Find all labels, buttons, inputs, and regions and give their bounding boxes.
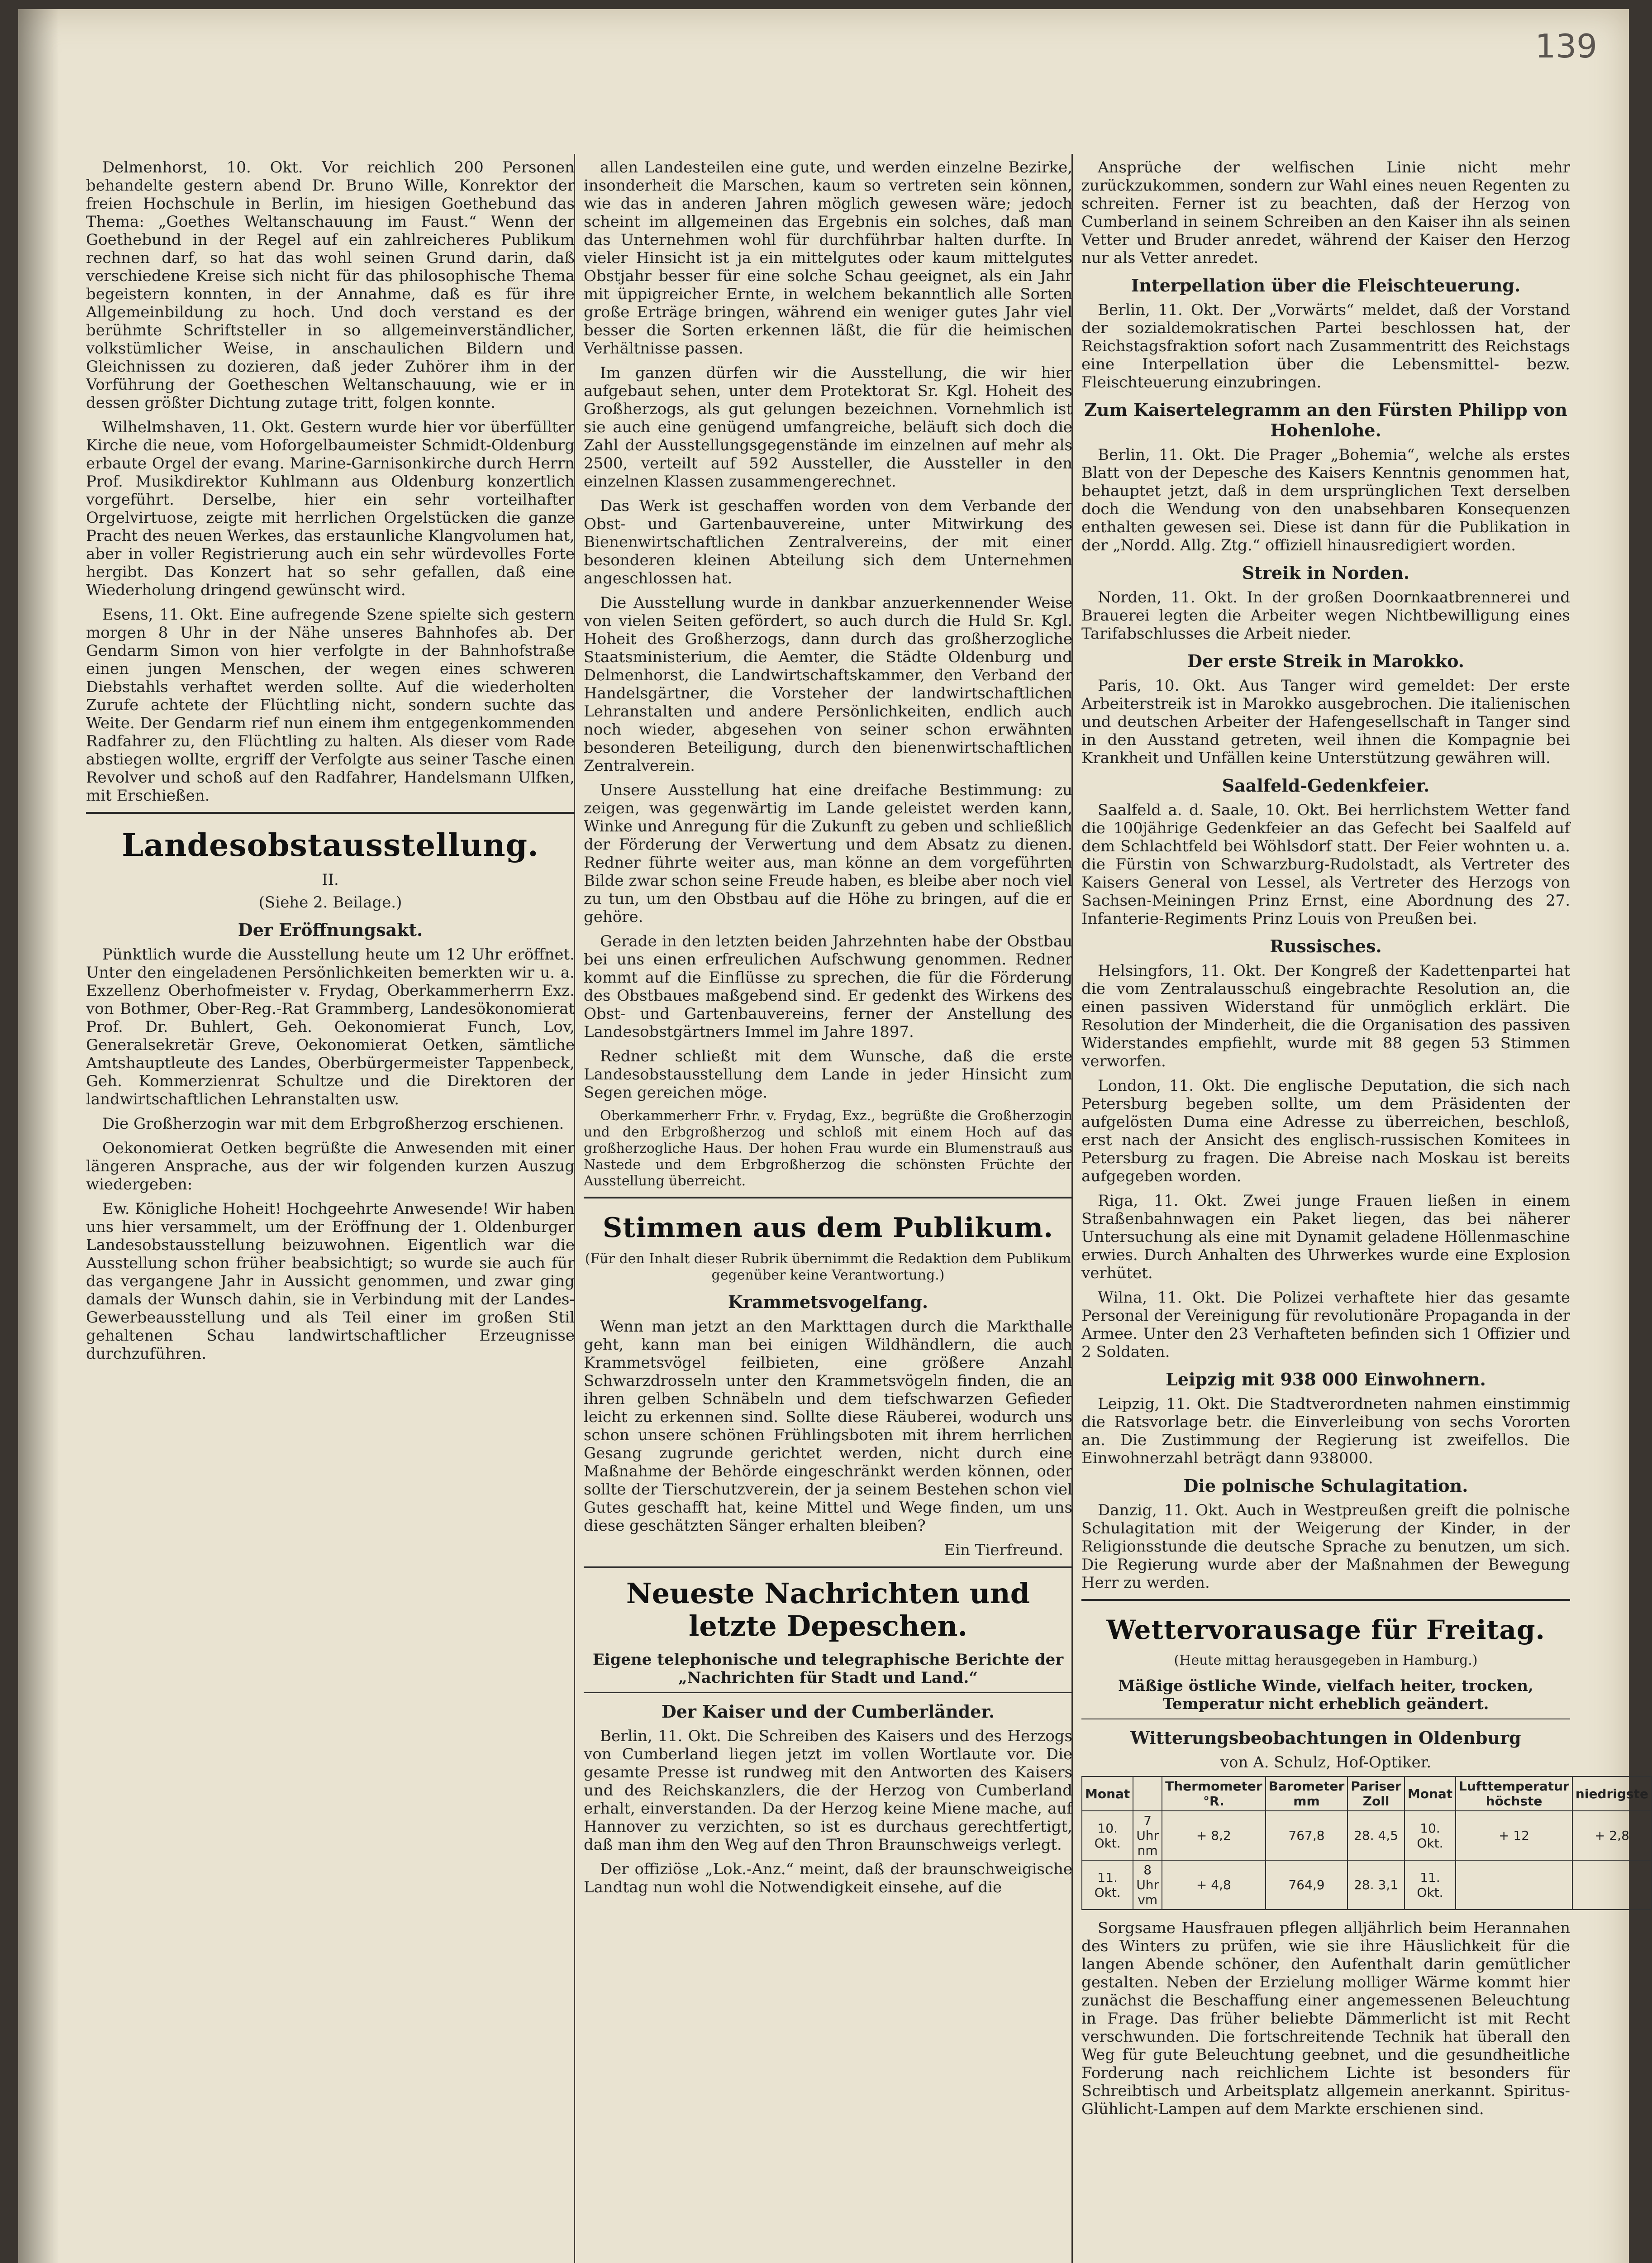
table-cell: 767,8 bbox=[1266, 1811, 1348, 1860]
headline-wettervorausage: Wettervorausage für Freitag. bbox=[1106, 1614, 1545, 1645]
article-streik-norden: Norden, 11. Okt. In der großen Doornkaatbrennerei und Brauerei legten die Arbeiter wegen Nichtbewilligung eines Tarifabschlusses die Arbeit nieder. bbox=[1081, 588, 1570, 643]
headline-stimmen: Stimmen aus dem Publikum. bbox=[602, 1212, 1053, 1244]
table-row bbox=[1082, 1860, 1652, 1910]
article-kaisertelegramm: Berlin, 11. Okt. Die Prager „Bohemia“, welche als erstes Blatt von der Depesche des Kaisers Kenntnis genommen hat, behauptet jetzt, daß in dem ursprünglichen Text derselben doch die Wendung von den unabsehbaren Konsequenzen enthalten gewesen sei. Diese ist dann für die Publikation in der „Nordd. Allg. Ztg.“ offiziell hinausredigiert worden. bbox=[1081, 446, 1570, 554]
table-cell: 10. Okt. bbox=[1082, 1811, 1133, 1860]
table-cell: + 8,2 bbox=[1162, 1811, 1266, 1860]
article-interpellation: Berlin, 11. Okt. Der „Vorwärts“ meldet, daß der Vorstand der sozialdemokratischen Partei beschlossen hat, der Reichstagsfraktion sofort nach Zusammentritt des Reichstags eine Interpellation über die Lebensmittel- bezw. Fleischteuerung einzubringen. bbox=[1081, 301, 1570, 391]
article-esens: Esens, 11. Okt. Eine aufregende Szene spielte sich gestern morgen 8 Uhr in der Nähe unseres Bahnhofes ab. Der Gendarm Simon von hier verfolgte in der Bahnhofstraße einen jungen Menschen, der wegen eines schweren Diebstahls verhaftet werden sollte. Auf die wiederholten Zurufe achtete der Flüchtling nicht, sondern suchte das Weite. Der Gendarm rief nun einem ihm entgegenkommenden Radfahrer zu, den Flüchtling zu halten. Als dieser vom Rade abstiegen wollte, ergriff der Verfolgte aus seiner Tasche einen Revolver und schoß auf den Radfahrer, Handelsmann Ulfken, mit Erschießen. bbox=[86, 606, 575, 805]
article-helsingfors: Helsingfors, 11. Okt. Der Kongreß der Kadettenpartei hat die vom Zentralausschuß eingebrachte Resolution an, die einen passiven Widerstand für unmöglich erklärt. Die Resolution der Minderheit, die die Organisation des passiven Widerstandes empfiehlt, wurde mit 88 gegen 53 Stimmen verworfen. bbox=[1081, 962, 1570, 1070]
article-eroeffnung-3: Oekonomierat Oetken begrüßte die Anwesenden mit einer längeren Ansprache, aus der wir folgenden kurzen Auszug wiedergeben: bbox=[86, 1139, 575, 1194]
table-header: Lufttemperatur höchste bbox=[1456, 1776, 1572, 1811]
column-2 bbox=[584, 158, 1072, 2263]
subheading-krammetsvogelfang: Krammetsvogelfang. bbox=[728, 1292, 928, 1312]
subheading-leipzig: Leipzig mit 938 000 Einwohnern. bbox=[1166, 1369, 1486, 1389]
article-eroeffnung-4: Ew. Königliche Hoheit! Hochgeehrte Anwesende! Wir haben uns hier versammelt, um der Eröffnung der 1. Oldenburger Landesobstausstellung beizuwohnen. Eigentlich war die Ausstellung schon früher beabsichtigt; so wurde sie auch für das vergangene Jahr in Aussicht genommen, und zwar ging damals der Wunsch dahin, sie in Verbindung mit der Landes-Gewerbeausstellung und als Teil einer im großen Stil gehaltenen Schau landwirtschaftlicher Erzeugnisse durchzuführen. bbox=[86, 1200, 575, 1363]
table-row bbox=[1082, 1811, 1652, 1860]
table-header: Barometer mm bbox=[1266, 1776, 1348, 1811]
article-hausfrauen: Sorgsame Hausfrauen pflegen alljährlich beim Herannahen des Winters zu prüfen, wie sie ihre Häuslichkeit für die langen Abende schöner, den Aufenthalt darin gemütlicher gestalten. Neben der Erzielung molliger Wärme kommt hier zunächst die Beschaffung einer angemessenen Beleuchtung in Frage. Das früher beliebte Dämmerlicht ist mit Recht verschwunden. Die fortschreitende Technik hat überall den Weg für gute Beleuchtung geebnet, und die gesundheitliche Forderung nach reichlichem Lichte ist besonders für Schreibtisch und Arbeitsplatz allgemein anerkannt. Spiritus-Glühlicht-Lampen auf dem Markte erschienen sind. bbox=[1081, 1919, 1570, 2118]
table-cell: 7 Uhr nm bbox=[1133, 1811, 1162, 1860]
page-fold-shadow bbox=[18, 9, 59, 2263]
wetter-note: (Heute mittag herausgegeben in Hamburg.) bbox=[1174, 1652, 1478, 1668]
table-header: Monat bbox=[1404, 1776, 1456, 1811]
article-streik-marokko: Paris, 10. Okt. Aus Tanger wird gemeldet: Der erste Arbeiterstreik ist in Marokko ausgebrochen. Die italienischen und deutschen Arbeiter der Hafengesellschaft in Tanger sind in den Ausstand getreten, weil ihnen die Kompagnie bei Krankheit und Unfällen keine Unterstützung gewähren will. bbox=[1081, 677, 1570, 767]
article-ausstellung-8: Oberkammerherr Frhr. v. Frydag, Exz., begrüßte die Großherzogin und den Erbgroßherzog und schloß mit einem Hoch auf das großherzogliche Haus. Der hohen Frau wurde ein Blumenstrauß aus Nastede und dem Erbgroßherzog die schönsten Früchte der Ausstellung überreicht. bbox=[584, 1108, 1072, 1189]
page-number: 139 bbox=[1535, 27, 1597, 65]
article-lokanz: Der offiziöse „Lok.-Anz.“ meint, daß der braunschweigische Landtag nun wohl die Notwendigkeit einsehe, auf die bbox=[584, 1860, 1072, 1896]
signature-tierfreund: Ein Tierfreund. bbox=[944, 1541, 1063, 1559]
table-header: Monat bbox=[1082, 1776, 1133, 1811]
subheading-kaisertelegramm: Zum Kaisertelegramm an den Fürsten Philipp von Hohenlohe. bbox=[1084, 400, 1567, 440]
article-ausstellung-6: Gerade in den letzten beiden Jahrzehnten habe der Obstbau bei uns einen erfreulichen Aufschwung genommen. Redner kommt auf die Einflüsse zu sprechen, die für die Förderung des Obstbaues maßgebend sind. Er gedenkt des Wirkens des Obst- und Gartenbauvereins, ferner der Anstellung des Landesobstgärtners Immel im Jahre 1897. bbox=[584, 932, 1072, 1041]
subheading-interpellation: Interpellation über die Fleischteuerung. bbox=[1131, 275, 1521, 296]
subheading-russisches: Russisches. bbox=[1270, 936, 1382, 956]
headline-reference: (Siehe 2. Beilage.) bbox=[258, 893, 402, 912]
table-cell bbox=[1572, 1860, 1652, 1910]
table-cell bbox=[1456, 1860, 1572, 1910]
section-rule bbox=[86, 812, 575, 814]
table-cell: 28. 4,5 bbox=[1347, 1811, 1404, 1860]
headline-number: II. bbox=[322, 871, 339, 889]
column-3 bbox=[1081, 158, 1648, 2263]
article-ausstellung-3: Das Werk ist geschaffen worden von dem Verbande der Obst- und Gartenbauvereine, unter Mitwirkung des Bienenwirtschaftlichen Zentralvereins, der mit einer besonderen kleinen Abteilung sich dem Unternehmen angeschlossen hat. bbox=[584, 497, 1072, 587]
table-cell: 11. Okt. bbox=[1404, 1860, 1456, 1910]
headline-landesobstausstellung: Landesobstausstellung. bbox=[122, 827, 539, 864]
article-wilhelmshaven: Wilhelmshaven, 11. Okt. Gestern wurde hier vor überfüllter Kirche die neue, vom Hoforgelbaumeister Schmidt-Oldenburg erbaute Orgel der evang. Marine-Garnisonkirche durch Herrn Prof. Musikdirektor Kuhlmann aus Oldenburg konzertlich vorgeführt. Derselbe, hier ein sehr vorteilhafter Orgelvirtuose, zeigte mit herrlichen Orgelstücken die ganze Pracht des neuen Werkes, das erstaunliche Klangvolumen hat, aber in voller Registrierung auch ein sehr würdevolles Forte hergibt. Das Konzert hat so sehr gefallen, daß eine Wiederholung dringend gewünscht wird. bbox=[86, 418, 575, 599]
article-leipzig: Leipzig, 11. Okt. Die Stadtverordneten nahmen einstimmig die Ratsvorlage betr. die Einverleibung von sechs Vororten an. Die Zustimmung der Regierung ist zweifellos. Die Einwohnerzahl beträgt dann 938000. bbox=[1081, 1395, 1570, 1467]
table-cell: + 2,8 bbox=[1572, 1811, 1652, 1860]
subheading-eroeffnungsakt: Der Eröffnungsakt. bbox=[238, 920, 423, 940]
article-ausstellung-1: allen Landesteilen eine gute, und werden einzelne Bezirke, insonderheit die Marschen, kaum so vertreten sein können, wie das in anderen Jahren möglich gewesen wäre; jedoch scheint im allgemeinen das Ergebnis ein solches, daß man das Unternehmen wohl für durchführbar halten durfte. In vieler Hinsicht ist ja ein mittelgutes oder kaum mittelgutes Obstjahr besser für eine solche Schau geeignet, als ein Jahr mit üppigreicher Ernte, in welchem bekanntlich alle Sorten große Erträge bringen, während ein weniger gutes Jahr viel besser die Sorten erkennen läßt, die für die heimischen Verhältnisse passen. bbox=[584, 158, 1072, 358]
article-delmenhorst: Delmenhorst, 10. Okt. Vor reichlich 200 Personen behandelte gestern abend Dr. Bruno Wille, Konrektor der freien Hochschule in Berlin, im hiesigen Goethebund das Thema: „Goethes Weltanschauung im Faust.“ Wenn der Goethebund in der Regel auf ein zahlreicheres Publikum rechnen darf, so hat das wohl seinen Grund darin, daß verschiedene Kreise sich nicht für das philosophische Thema begeistern konnten, in der Annahme, daß es für ihre Allgemeinbildung zu hoch. Und doch verstand es der berühmte Schriftsteller in so allgemeinverständlicher, volkstümlicher Weise, in anschaulichen Bildern und Gleichnissen zu dozieren, daß jeder Zuhörer ihm in der Vorführung der Goetheschen Weltanschauung, wie er in dessen größter Dichtung zutage tritt, folgen konnte. bbox=[86, 158, 575, 412]
article-cumberland-cont: Ansprüche der welfischen Linie nicht mehr zurückzukommen, sondern zur Wahl eines neuen Regenten zu schreiten. Ferner ist zu beachten, daß der Herzog von Cumberland in seinem Schreiben an den Kaiser ihn als seinen Vetter und Bruder anredet, während der Kaiser den Herzog nur als Vetter anredet. bbox=[1081, 158, 1570, 267]
article-saalfeld: Saalfeld a. d. Saale, 10. Okt. Bei herrlichstem Wetter fand die 100jährige Gedenkfeier an das Gefecht bei Saalfeld auf dem Schlachtfeld bei Wöhlsdorf statt. Der Feier wohnten u. a. die Fürstin von Schwarzburg-Rudolstadt, als Vertreter des Kaisers General von Lessel, als Vertreter des Herzogs von Sachsen-Meiningen Prinz Ernst, eine Abordnung des 27. Infanterie-Regiments Prinz Louis von Preußen bei. bbox=[1081, 801, 1570, 928]
section-rule bbox=[584, 1197, 1072, 1198]
article-krammetsvogelfang: Wenn man jetzt an den Markttagen durch die Markthalle geht, kann man bei einigen Wildhändlern, die auch Krammetsvögel feilbieten, eine größere Anzahl Schwarzdrosseln unter den Krammetsvögeln finden, die an ihren gelben Schnäbeln und dem tiefschwarzen Gefieder leicht zu erkennen sind. Sollte diese Räuberei, wodurch uns schon unsere schönen Frühlingsboten mit ihrem herrlichen Gesang zugrunde gerichtet werden, nicht durch eine Maßnahme der Behörde eingeschränkt werden können, oder sollte der Tierschutzverein, der ja seinem Bestehen schon viel Gutes geschafft hat, keine Mittel und Wege finden, um uns diese geschätzten Sänger erhalten bleiben? bbox=[584, 1318, 1072, 1535]
newspaper-page bbox=[18, 9, 1648, 2263]
section-rule-thin bbox=[584, 1692, 1072, 1693]
article-london: London, 11. Okt. Die englische Deputation, die sich nach Petersburg begeben sollte, um dem Präsidenten der aufgelösten Duma eine Adresse zu überreichen, beschloß, erst nach der Ansicht des englisch-russischen Komitees in Petersburg zu fragen. Die Abreise nach Moskau ist bereits aufgegeben worden. bbox=[1081, 1077, 1570, 1185]
section-rule bbox=[1081, 1599, 1570, 1601]
table-cell: + 4,8 bbox=[1162, 1860, 1266, 1910]
article-danzig: Danzig, 11. Okt. Auch in Westpreußen greift die polnische Schulagitation mit der Weigerung der Kinder, in der Religionsstunde die deutsche Sprache zu benutzen, um sich. Die Regierung wurde aber der Maßnahmen der Bewegung Herr zu werden. bbox=[1081, 1501, 1570, 1592]
headline-neueste-nachrichten: Neueste Nachrichten und letzte Depeschen. bbox=[626, 1577, 1030, 1642]
column-1 bbox=[86, 158, 575, 2263]
article-ausstellung-4: Die Ausstellung wurde in dankbar anzuerkennender Weise von vielen Seiten gefördert, so auch durch die Huld Sr. Kgl. Hoheit des Großherzogs, dann durch das großherzogliche Staatsministerium, die Aemter, die Städte Oldenburg und Delmenhorst, die Landwirtschaftskammer, den Verband der Handelsgärtner, die Vorsteher der landwirtschaftlichen Lehranstalten und andere Persönlichkeiten, endlich auch noch wieder, abgesehen von seiner schon erwähnten besonderen Beteiligung, durch den bienenwirtschaftlichen Zentralverein. bbox=[584, 594, 1072, 775]
article-riga: Riga, 11. Okt. Zwei junge Frauen ließen in einem Straßenbahnwagen ein Paket liegen, das bei näherer Untersuchung als eine mit Dynamit geladene Höllenmaschine erwies. Durch Anhalten des Uhrwerkes wurde eine Explosion verhütet. bbox=[1081, 1192, 1570, 1282]
table-cell: 28. 3,1 bbox=[1347, 1860, 1404, 1910]
table-header-row bbox=[1082, 1776, 1652, 1811]
section-rule bbox=[584, 1566, 1072, 1568]
stimmen-disclaimer: (Für den Inhalt dieser Rubrik übernimmt die Redaktion dem Publikum gegenüber keine Verantwortung.) bbox=[585, 1251, 1071, 1283]
article-ausstellung-7: Redner schließt mit dem Wunsche, daß die erste Landesobstausstellung dem Lande in jeder Hinsicht zum Segen gereichen möge. bbox=[584, 1047, 1072, 1102]
subheading-streik-norden: Streik in Norden. bbox=[1242, 563, 1410, 583]
article-ausstellung-5: Unsere Ausstellung hat eine dreifache Bestimmung: zu zeigen, was gegenwärtig im Lande geleistet werden kann, Winke und Anregung für die Zukunft zu geben und schließlich der Förderung der Verwertung und dem Absatz zu dienen. Redner führte weiter aus, man könne an dem vorgeführten Bilde zwar schon seine Freude haben, es bleibe aber noch viel zu tun, um den Obstbau auf die Höhe zu bringen, auf die er gehöre. bbox=[584, 781, 1072, 926]
subheading-saalfeld: Saalfeld-Gedenkfeier. bbox=[1222, 775, 1430, 796]
wetter-forecast: Mäßige östliche Winde, vielfach heiter, trocken, Temperatur nicht erheblich geändert. bbox=[1118, 1677, 1533, 1713]
article-eroeffnung-1: Pünktlich wurde die Ausstellung heute um 12 Uhr eröffnet. Unter den eingeladenen Persönlichkeiten bemerkten wir u. a. Exzellenz Oberhofmeister v. Frydag, Oberkammerherrn Exz. von Bothmer, Ober-Reg.-Rat Grammberg, Landesökonomierat Prof. Dr. Buhlert, Geh. Oekonomierat Funch, Lov, Generalsekretär Greve, Oekonomierat Oetken, sämtliche Amtshauptleute des Landes, Oberbürgermeister Tappenbeck, Geh. Kommerzienrat Schultze und die Direktoren der landwirtschaftlichen Lehranstalten usw. bbox=[86, 945, 575, 1108]
table-cell: + 12 bbox=[1456, 1811, 1572, 1860]
table-header: Pariser Zoll bbox=[1347, 1776, 1404, 1811]
table-header: Thermometer °R. bbox=[1162, 1776, 1266, 1811]
table-cell: 8 Uhr vm bbox=[1133, 1860, 1162, 1910]
article-ausstellung-2: Im ganzen dürfen wir die Ausstellung, die wir hier aufgebaut sehen, unter dem Protektorat Sr. Kgl. Hoheit des Großherzogs, als gut gelungen bezeichnen. Vornehmlich ist sie auch eine genügend umfangreiche, beläuft sich doch die Zahl der Ausstellungsgegenstände im einzelnen auf mehr als 2500, verteilt auf 592 Aussteller, die Aussteller in den einzelnen Klassen zusammengerechnet. bbox=[584, 364, 1072, 491]
witterung-source: von A. Schulz, Hof-Optiker. bbox=[1220, 1753, 1432, 1771]
table-cell: 10. Okt. bbox=[1404, 1811, 1456, 1860]
table-header: niedrigste bbox=[1572, 1776, 1652, 1811]
neueste-subtitle: Eigene telephonische und telegraphische Berichte der „Nachrichten für Stadt und Land.“ bbox=[592, 1651, 1064, 1687]
article-wilna: Wilna, 11. Okt. Die Polizei verhaftete hier das gesamte Personal der Vereinigung für revolutionäre Propaganda in der Armee. Unter den 23 Verhafteten befinden sich 1 Offizier und 2 Soldaten. bbox=[1081, 1289, 1570, 1361]
weather-table bbox=[1081, 1776, 1652, 1910]
article-kaiser-cumberlaender: Berlin, 11. Okt. Die Schreiben des Kaisers und des Herzogs von Cumberland liegen jetzt im vollen Wortlaute vor. Die gesamte Presse ist rundweg mit den Antworten des Kaisers und des Reichskanzlers, die der Herzog von Cumberland erhalt, einverstanden. Da der Herzog keine Miene mache, auf Hannover zu verzichten, so ist es durchaus gerechtfertigt, daß man ihm den Weg auf den Thron Braunschweigs verlegt. bbox=[584, 1727, 1072, 1854]
table-header bbox=[1133, 1776, 1162, 1811]
subheading-polnisch: Die polnische Schulagitation. bbox=[1183, 1475, 1468, 1496]
article-eroeffnung-2: Die Großherzogin war mit dem Erbgroßherzog erschienen. bbox=[102, 1115, 564, 1133]
subheading-kaiser-cumberlaender: Der Kaiser und der Cumberländer. bbox=[661, 1701, 995, 1722]
subheading-streik-marokko: Der erste Streik in Marokko. bbox=[1187, 651, 1465, 671]
table-cell: 764,9 bbox=[1266, 1860, 1348, 1910]
table-cell: 11. Okt. bbox=[1082, 1860, 1133, 1910]
subheading-witterung: Witterungsbeobachtungen in Oldenburg bbox=[1130, 1728, 1521, 1748]
